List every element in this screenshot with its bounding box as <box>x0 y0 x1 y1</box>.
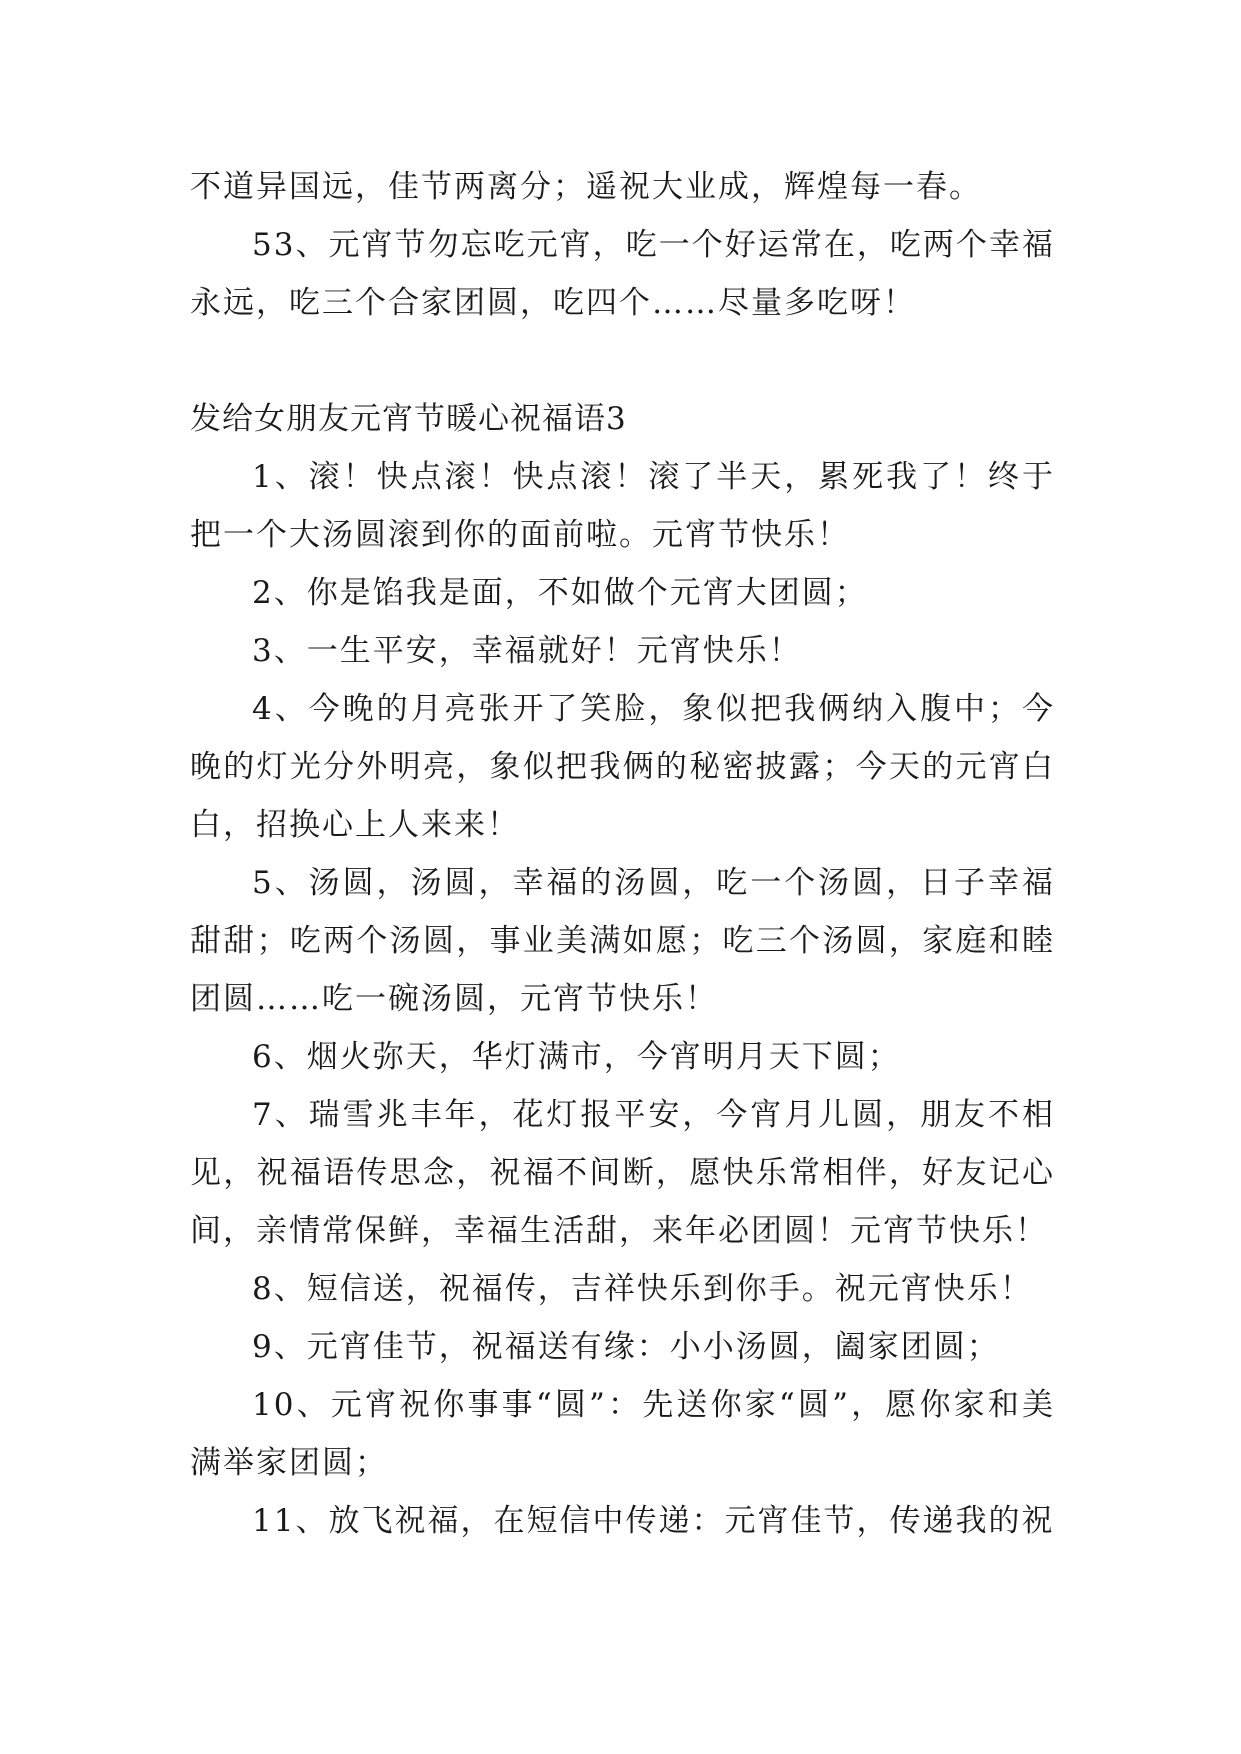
list-item: 1、滚！快点滚！快点滚！滚了半天，累死我了！终于把一个大汤圆滚到你的面前啦。元宵节快乐！ <box>190 459 1055 553</box>
list-item: 4、今晚的月亮张开了笑脸，象似把我俩纳入腹中；今晚的灯光分外明亮，象似把我俩的秘密披露；今天的元宵白白，招换心上人来来！ <box>190 691 1055 843</box>
list-item: 9、元宵佳节，祝福送有缘：小小汤圆，阖家团圆； <box>252 1329 1000 1365</box>
list-item: 6、烟火弥天，华灯满市，今宵明月天下圆； <box>252 1039 901 1075</box>
document-body <box>190 158 1055 1550</box>
list-item: 8、短信送，祝福传，吉祥快乐到你手。祝元宵快乐！ <box>252 1271 1033 1307</box>
section-title: 发给女朋友元宵节暖心祝福语3 <box>190 401 627 437</box>
paragraph-continuation: 不道异国远，佳节两离分；遥祝大业成，辉煌每一春。 <box>190 169 982 205</box>
list-item: 3、一生平安，幸福就好！元宵快乐！ <box>252 633 802 669</box>
blank-line <box>190 332 1055 390</box>
list-item: 2、你是馅我是面，不如做个元宵大团圆； <box>252 575 868 611</box>
paragraph-item-53: 53、元宵节勿忘吃元宵，吃一个好运常在，吃两个幸福永远，吃三个合家团圆，吃四个……尽量多吃呀！ <box>190 227 1055 321</box>
list-item: 10、元宵祝你事事“圆”：先送你家“圆”，愿你家和美满举家团圆； <box>190 1387 1055 1481</box>
list-item: 7、瑞雪兆丰年，花灯报平安，今宵月儿圆，朋友不相见，祝福语传思念，祝福不间断，愿快乐常相伴，好友记心间，亲情常保鲜，幸福生活甜，来年必团圆！元宵节快乐！ <box>190 1097 1055 1249</box>
list-item: 11、放飞祝福，在短信中传递：元宵佳节，传递我的祝 <box>252 1503 1055 1539</box>
list-item: 5、汤圆，汤圆，幸福的汤圆，吃一个汤圆，日子幸福甜甜；吃两个汤圆，事业美满如愿；吃三个汤圆，家庭和睦团圆……吃一碗汤圆，元宵节快乐！ <box>190 865 1055 1017</box>
